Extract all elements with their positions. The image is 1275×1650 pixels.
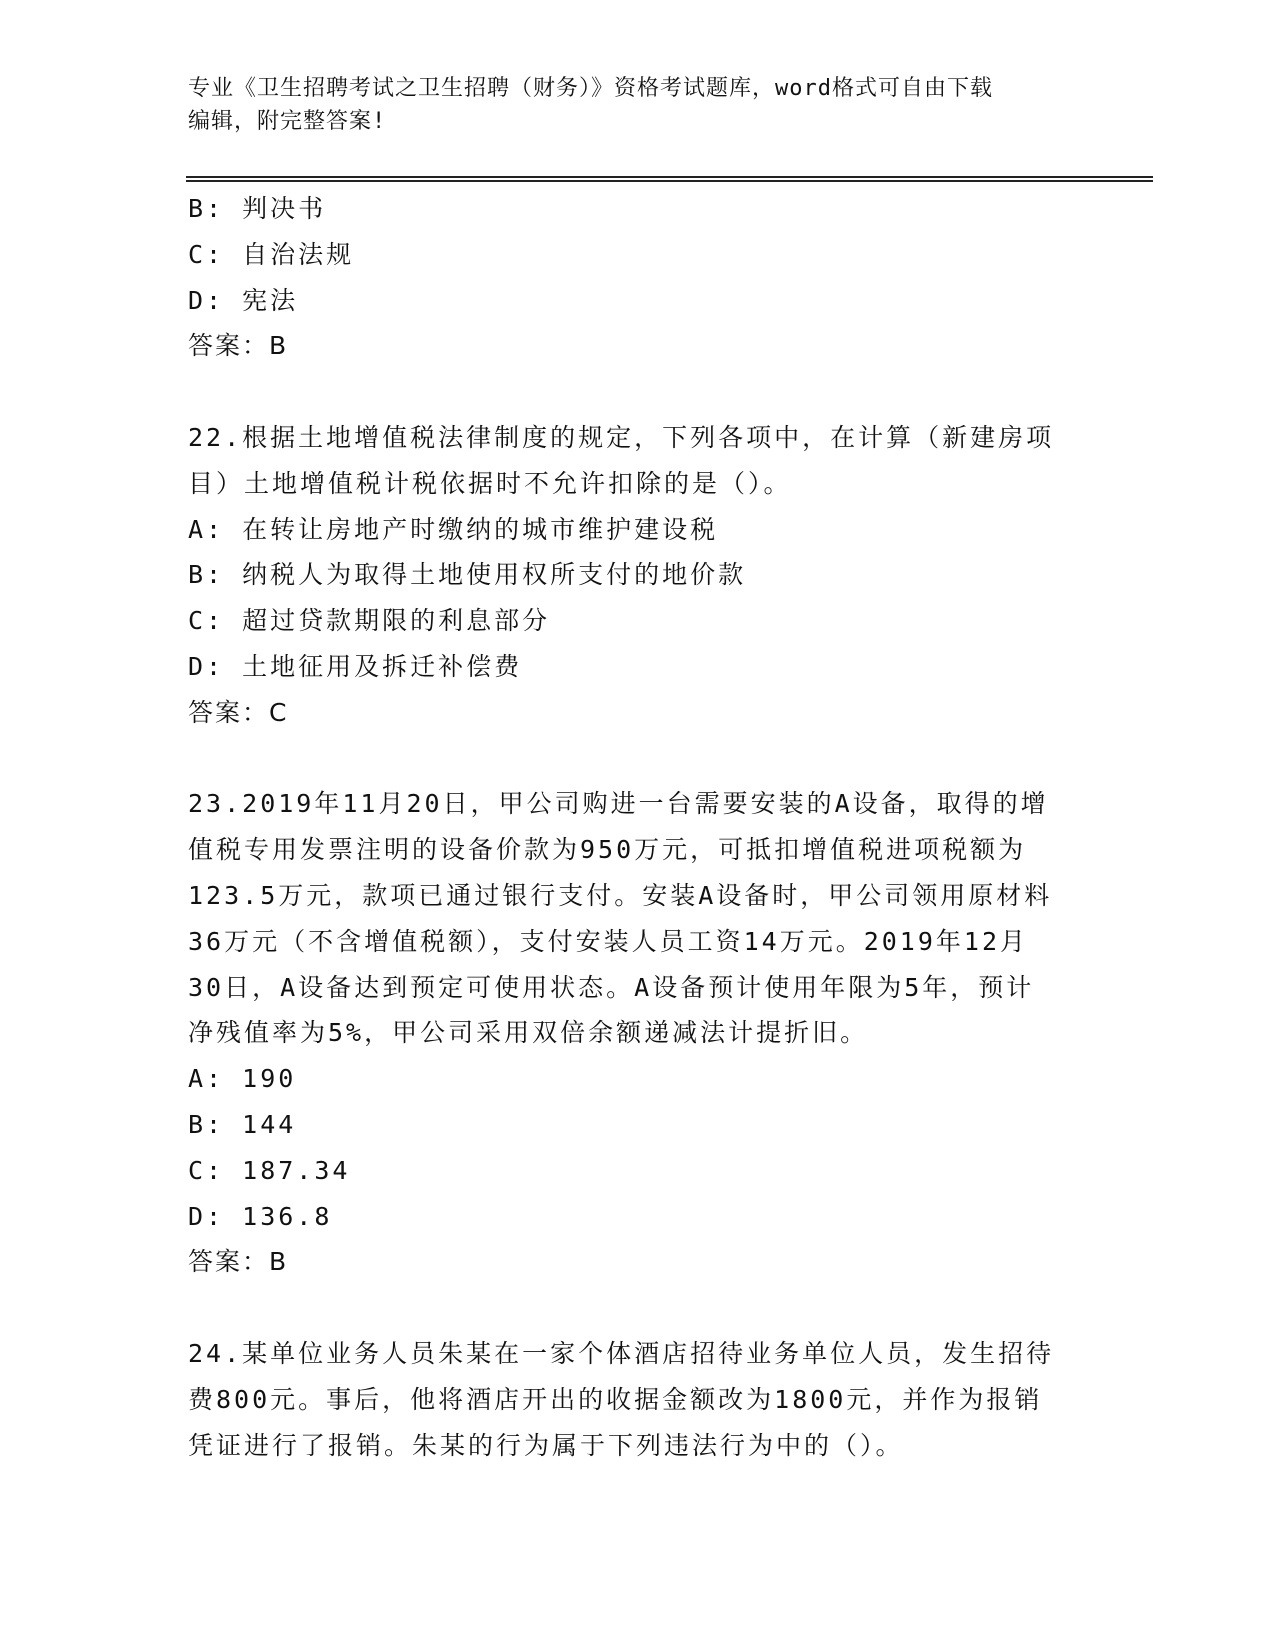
question-22 (188, 415, 1088, 736)
question-content (188, 186, 1088, 1468)
header-rule-bottom (186, 180, 1153, 182)
option-b: B: 144 (188, 1109, 297, 1139)
question-text-line: 费800元。事后，他将酒店开出的收据金额改为1800元，并作为报销 (188, 1384, 1043, 1414)
page-header (188, 72, 1068, 138)
answer: 答案：B (188, 1247, 289, 1277)
option-a: A: 190 (188, 1064, 297, 1094)
option-b: B: 判决书 (188, 194, 327, 223)
header-line-1: 专业《卫生招聘考试之卫生招聘（财务）》资格考试题库，word格式可自由下载 (188, 76, 993, 101)
answer: 答案：B (188, 331, 289, 361)
spacer (188, 736, 1088, 782)
question-24 (188, 1331, 1088, 1468)
question-text-line: 36万元（不含增值税额），支付安装人员工资14万元。2019年12月 (188, 926, 1029, 956)
question-text-line: 24.某单位业务人员朱某在一家个体酒店招待业务单位人员，发生招待 (188, 1338, 1055, 1368)
question-text-line: 目）土地增值税计税依据时不允许扣除的是（）。 (188, 468, 792, 498)
question-text-line: 凭证进行了报销。朱某的行为属于下列违法行为中的（）。 (188, 1430, 904, 1460)
question-text-line: 净残值率为5%，甲公司采用双倍余额递减法计提折旧。 (188, 1018, 869, 1048)
option-c: C: 自治法规 (188, 239, 355, 269)
spacer (188, 1285, 1088, 1331)
option-d: D: 136.8 (188, 1201, 333, 1231)
option-c: C: 187.34 (188, 1155, 351, 1185)
header-rule-top (186, 176, 1153, 178)
option-a: A: 在转让房地产时缴纳的城市维护建设税 (188, 514, 719, 544)
question-23 (188, 781, 1088, 1285)
option-d: D: 土地征用及拆迁补偿费 (188, 651, 523, 681)
answer: 答案：C (188, 697, 289, 727)
header-line-2: 编辑，附完整答案! (188, 109, 387, 134)
option-d: D: 宪法 (188, 285, 299, 315)
question-text-line: 30日，A设备达到预定可使用状态。A设备预计使用年限为5年，预计 (188, 972, 1035, 1002)
prev-question (188, 186, 1088, 369)
option-c: C: 超过贷款期限的利息部分 (188, 606, 551, 636)
spacer (188, 369, 1088, 415)
option-b: B: 纳税人为取得土地使用权所支付的地价款 (188, 560, 747, 590)
question-text-line: 值税专用发票注明的设备价款为950万元，可抵扣增值税进项税额为 (188, 835, 1027, 865)
question-text-line: 23.2019年11月20日，甲公司购进一台需要安装的A设备，取得的增 (188, 789, 1049, 819)
question-text-line: 123.5万元，款项已通过银行支付。安装A设备时，甲公司领用原材料 (188, 880, 1053, 910)
question-text-line: 22.根据土地增值税法律制度的规定，下列各项中，在计算（新建房项 (188, 422, 1055, 452)
